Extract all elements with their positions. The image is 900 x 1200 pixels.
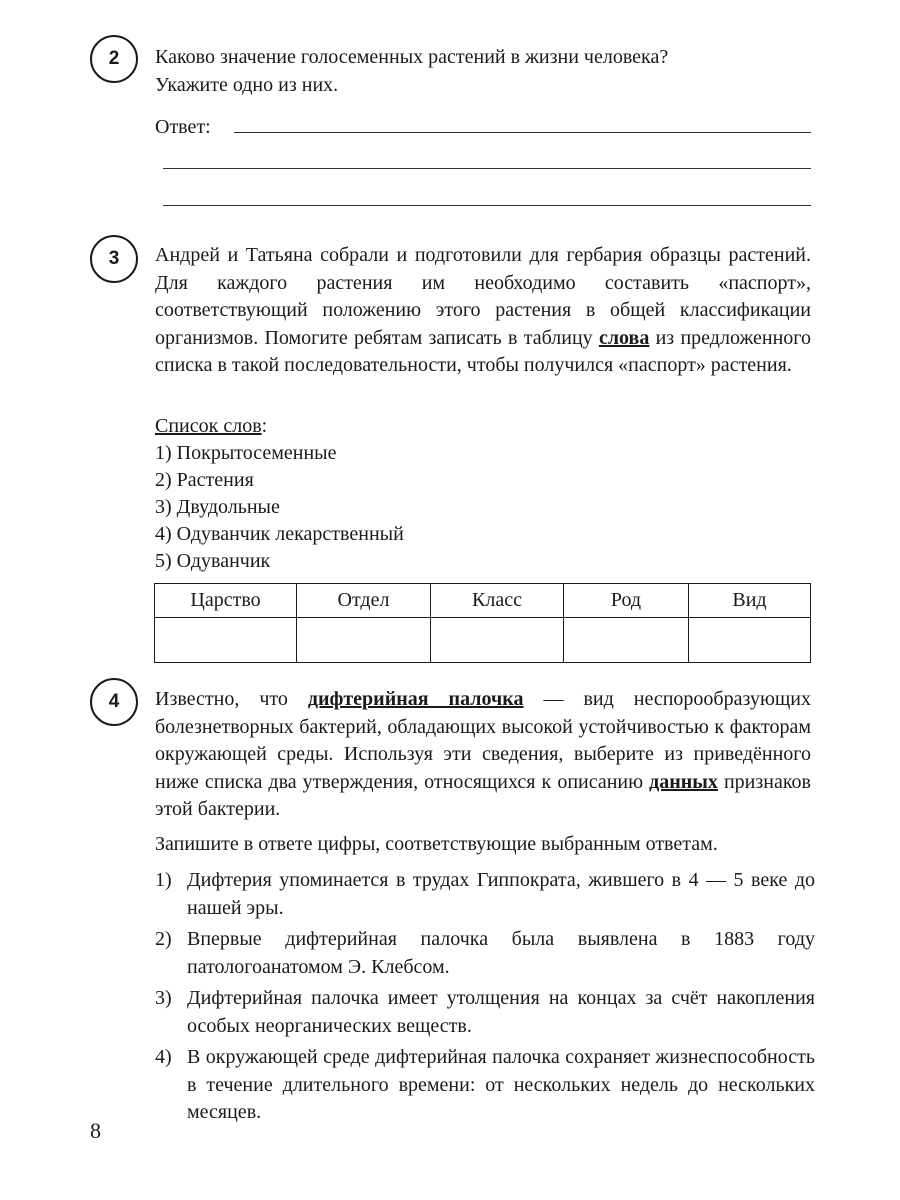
task3-question <box>155 242 811 380</box>
word-list-colon: : <box>261 415 268 437</box>
task-number-2: 2 <box>90 35 138 83</box>
word-item: 4) Одуванчик лекарственный <box>155 523 404 545</box>
task3-bold-word: слова <box>598 326 650 349</box>
answer-line-1[interactable] <box>234 132 811 133</box>
task2-question <box>155 44 811 99</box>
answer-cell-class[interactable] <box>431 618 564 663</box>
task4-instruction: Запишите в ответе цифры, соответствующие выбранным ответам. <box>155 833 718 855</box>
task2-answer-label: Ответ: <box>155 116 211 138</box>
word-list-heading: Список слов <box>155 415 262 437</box>
task3-text-before: Андрей и Татьяна собрали и подготовили для гербария образцы растений. Для каждого растения им необходимо составить «паспорт», соответствующий положению этого растения в общей классификации организмов. Помогите ребятам записать в таблицу <box>155 244 811 349</box>
word-item: 3) Двудольные <box>155 496 280 518</box>
answer-line-2[interactable] <box>163 168 811 169</box>
header-division: Отдел <box>297 584 431 618</box>
task2-question-line1: Каково значение голосеменных растений в жизни человека? <box>155 46 669 68</box>
task2-question-line2: Укажите одно из них. <box>155 73 339 96</box>
header-genus: Род <box>564 584 689 618</box>
answer-cell-kingdom[interactable] <box>155 618 297 663</box>
word-item: 1) Покрытосеменные <box>155 442 337 464</box>
header-species: Вид <box>689 584 811 618</box>
task4-bold-term: дифтерийная палочка <box>307 688 524 710</box>
task-number-3: 3 <box>90 235 138 283</box>
word-list <box>155 413 404 575</box>
passport-table-answer-row <box>155 618 811 663</box>
passport-table <box>154 583 811 663</box>
answer-cell-division[interactable] <box>297 618 431 663</box>
word-item: 2) Растения <box>155 469 254 491</box>
answer-line-3[interactable] <box>163 205 811 206</box>
option-item: 2) Впервые дифтерийная палочка была выявлена в 1883 году патологоанатомом Э. Клебсом. <box>155 928 815 978</box>
answer-cell-species[interactable] <box>689 618 811 663</box>
option-item: 1) Дифтерия упоминается в трудах Гиппократа, жившего в 4 — 5 веке до нашей эры. <box>155 869 815 919</box>
option-item: 4) В окружающей среде дифтерийная палочка сохраняет жизнеспособность в течение длительного времени: от нескольких недель до нескольких месяцев. <box>155 1046 815 1123</box>
task-number-4: 4 <box>90 678 138 726</box>
header-class: Класс <box>431 584 564 618</box>
header-kingdom: Царство <box>155 584 297 618</box>
task3-text-after: из предложенного списка в такой последовательности, чтобы получился «паспорт» растения. <box>155 326 811 376</box>
task4-options <box>155 867 815 1127</box>
word-item: 5) Одуванчик <box>155 550 271 572</box>
option-item: 3) Дифтерийная палочка имеет утолщения на концах за счёт накопления особых неорганических веществ. <box>155 987 815 1037</box>
task4-question: Известно, что дифтерийная палочка — вид неспорообразующих болезнетворных бактерий, обладающих высокой устойчивостью к факторам окружающей среды. Используя эти сведения, выберите из приведённого ниже списка два утверждения, относящихся к описанию данных признаков этой бактерии. <box>155 688 811 820</box>
task4-bold-word: данных <box>649 770 718 793</box>
answer-cell-genus[interactable] <box>564 618 689 663</box>
page-number: 8 <box>90 1118 101 1143</box>
passport-table-header <box>155 584 811 618</box>
